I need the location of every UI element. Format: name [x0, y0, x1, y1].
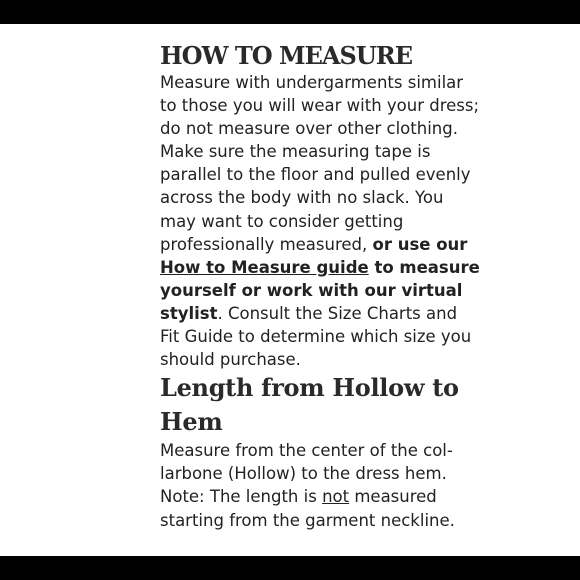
how-to-measure-paragraph: [160, 71, 480, 371]
measure-outro-text: . Consult the Size Charts and Fit Guide to determine which size you should purchase.: [160, 303, 472, 370]
length-text-b: measured starting from the garment neckline.: [160, 487, 455, 530]
how-to-measure-guide-link[interactable]: How to Measure guide: [160, 257, 369, 277]
length-hollow-to-hem-heading: Length from Hollow to Hem: [160, 373, 459, 437]
page-sheet: [0, 24, 580, 556]
measure-bold-text-b: to measure yourself or work with our virtual stylist: [160, 257, 480, 323]
length-underlined-not: not: [322, 487, 350, 507]
measure-intro-text: Measure with undergarments similar to those you will wear with your dress; do not measure over other clothing. Make sure the measuring tape is parallel to the floor and pulled evenly across the body with no slack. You may want to consider getting professionally measured,: [160, 73, 480, 254]
how-to-measure-heading: HOW TO MEASURE: [160, 41, 412, 70]
measure-bold-text-a: or use our: [372, 234, 468, 254]
size-guide-content: [160, 41, 480, 532]
length-paragraph: [160, 439, 480, 531]
length-text-a: Measure from the center of the collarbone (Hollow) to the dress hem. Note: The length is: [160, 441, 453, 507]
